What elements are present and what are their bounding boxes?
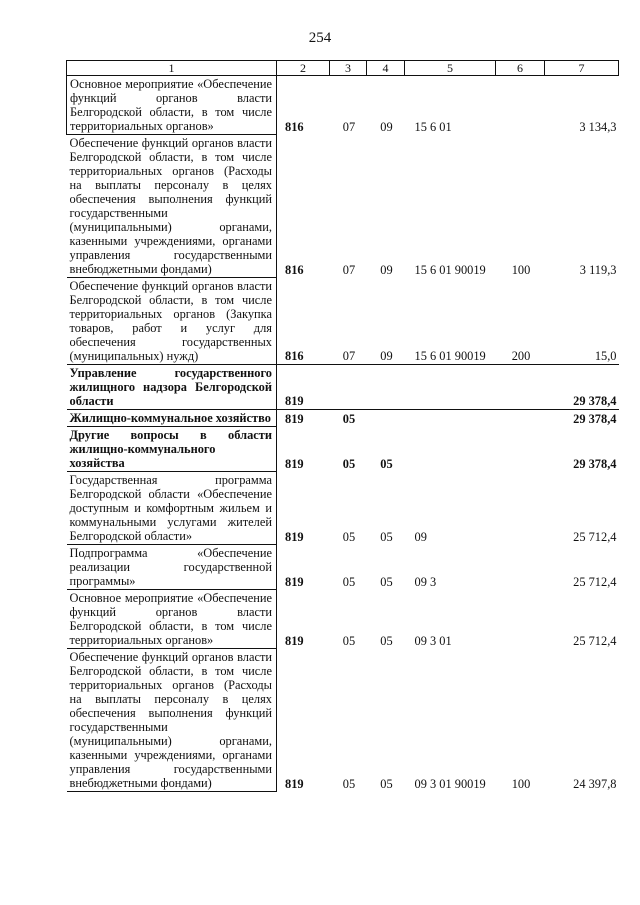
target-article-code: 15 6 01 90019 xyxy=(405,278,496,365)
column-header: 7 xyxy=(545,61,619,76)
ministry-code: 816 xyxy=(285,262,304,277)
page-number: 254 xyxy=(308,30,332,46)
section-code: 05 xyxy=(342,411,356,426)
subsection-code: 09 xyxy=(380,262,393,277)
ministry-code: 819 xyxy=(285,776,304,791)
amount: 29 378,4 xyxy=(573,411,617,426)
row-description: Другие вопросы в области жилищно-коммунального хозяйства xyxy=(67,427,277,472)
subsection-code: 05 xyxy=(380,529,393,544)
amount: 3 134,3 xyxy=(579,119,617,134)
expense-type-code xyxy=(496,545,545,590)
table-row xyxy=(67,545,619,590)
subsection-code: 05 xyxy=(380,574,393,589)
column-header: 2 xyxy=(277,61,330,76)
table-row xyxy=(67,76,619,135)
subsection-code: 09 xyxy=(380,119,393,134)
target-article-code xyxy=(405,427,496,472)
target-article-code: 15 6 01 xyxy=(414,119,452,134)
target-article-code: 09 3 xyxy=(414,574,437,589)
ministry-code: 819 xyxy=(285,574,304,589)
row-description: Основное мероприятие «Обеспечение функций органов власти Белгородской области, в том числе территориальных органов» xyxy=(67,590,277,649)
row-description: Обеспечение функций органов власти Белгородской области, в том числе территориальных органов (Расходы на выплаты персоналу в целях обеспечения выполнения функций государственными (муниципальными) органами, казенными учреждениями, органами управления государственными внебюджетными фондами) xyxy=(67,135,277,278)
ministry-code: 819 xyxy=(285,529,304,544)
amount: 3 119,3 xyxy=(579,262,617,277)
ministry-code: 819 xyxy=(285,411,304,426)
column-header: 4 xyxy=(367,61,405,76)
row-description: Подпрограмма «Обеспечение реализации государственной программы» xyxy=(67,545,277,590)
column-header: 1 xyxy=(67,61,277,76)
row-description: Обеспечение функций органов власти Белгородской области, в том числе территориальных органов (Расходы на выплаты персоналу в целях обеспечения выполнения функций государственными (муниципальными) органами, казенными учреждениями, органами управления государственными внебюджетными фондами) xyxy=(67,649,277,792)
row-description: Жилищно-коммунальное хозяйство xyxy=(67,410,277,427)
section-code: 05 xyxy=(342,776,356,791)
target-article-code xyxy=(405,365,496,410)
subsection-code: 05 xyxy=(380,633,393,648)
subsection-code: 05 xyxy=(380,776,393,791)
expense-type-code: 200 xyxy=(496,278,545,365)
table-row xyxy=(67,410,619,427)
amount: 25 712,4 xyxy=(573,574,617,589)
target-article-code xyxy=(405,410,496,427)
ministry-code: 819 xyxy=(277,365,330,410)
section-code: 07 xyxy=(342,262,356,277)
ministry-code: 816 xyxy=(285,119,304,134)
subsection-code xyxy=(367,410,405,427)
expense-type-code xyxy=(496,427,545,472)
expense-type-code xyxy=(496,472,545,545)
section-code: 07 xyxy=(342,119,356,134)
subsection-code xyxy=(367,365,405,410)
amount: 29 378,4 xyxy=(573,456,617,471)
section-code: 05 xyxy=(342,529,356,544)
table-row xyxy=(67,365,619,410)
section-code: 05 xyxy=(342,574,356,589)
table-row xyxy=(67,278,619,365)
target-article-code: 09 3 01 xyxy=(414,633,452,648)
row-description: Обеспечение функций органов власти Белгородской области, в том числе территориальных органов (Закупка товаров, работ и услуг для обеспечения государственных (муниципальных) нужд) xyxy=(67,278,277,365)
row-description: Основное мероприятие «Обеспечение функций органов власти Белгородской области, в том числе территориальных органов» xyxy=(67,76,277,135)
amount: 25 712,4 xyxy=(573,529,617,544)
section-code: 07 xyxy=(330,278,367,365)
ministry-code: 819 xyxy=(285,633,304,648)
row-description: Государственная программа Белгородской области «Обеспечение доступным и комфортным жильем и коммунальными услугами жителей Белгородской области» xyxy=(67,472,277,545)
table-header-row xyxy=(67,61,619,76)
expense-type-code xyxy=(496,590,545,649)
section-code xyxy=(330,365,367,410)
amount: 15,0 xyxy=(545,278,619,365)
amount: 25 712,4 xyxy=(573,633,617,648)
table-row xyxy=(67,135,619,278)
budget-table xyxy=(66,60,619,792)
table-row xyxy=(67,590,619,649)
expense-type-code: 100 xyxy=(511,262,531,277)
target-article-code: 09 3 01 90019 xyxy=(414,776,486,791)
subsection-code: 05 xyxy=(380,456,393,471)
table-row xyxy=(67,649,619,792)
table-row xyxy=(67,472,619,545)
ministry-code: 819 xyxy=(285,456,304,471)
section-code: 05 xyxy=(342,456,356,471)
expense-type-code xyxy=(496,76,545,135)
amount: 24 397,8 xyxy=(573,776,617,791)
subsection-code: 09 xyxy=(367,278,405,365)
table-row xyxy=(67,427,619,472)
ministry-code: 816 xyxy=(277,278,330,365)
column-header: 3 xyxy=(330,61,367,76)
expense-type-code: 100 xyxy=(511,776,531,791)
column-header: 5 xyxy=(405,61,496,76)
row-description: Управление государственного жилищного надзора Белгородской области xyxy=(67,365,277,410)
amount: 29 378,4 xyxy=(545,365,619,410)
expense-type-code xyxy=(496,410,545,427)
expense-type-code xyxy=(496,365,545,410)
target-article-code: 09 xyxy=(414,529,427,544)
section-code: 05 xyxy=(342,633,356,648)
target-article-code: 15 6 01 90019 xyxy=(414,262,486,277)
column-header: 6 xyxy=(496,61,545,76)
